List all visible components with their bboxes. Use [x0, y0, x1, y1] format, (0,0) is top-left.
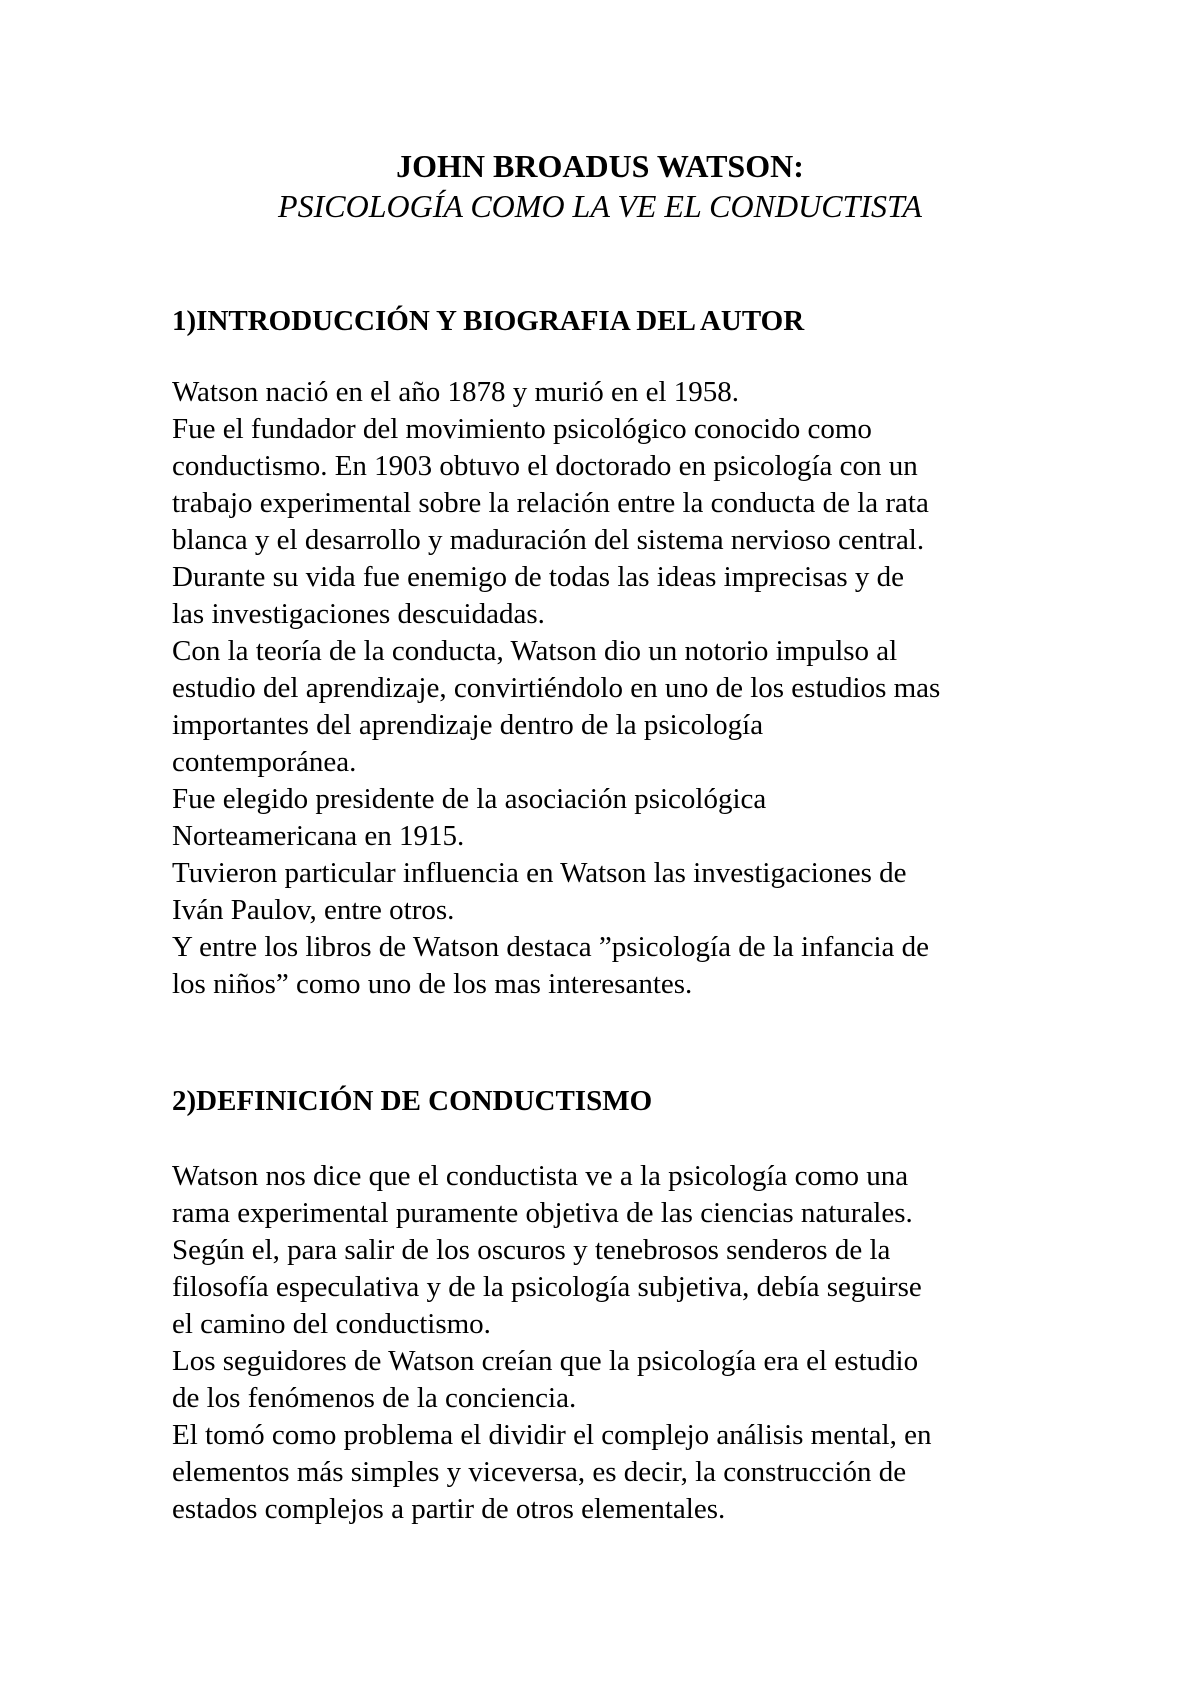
text-line: Tuvieron particular influencia en Watson las investigaciones de [172, 857, 907, 889]
text-line: las investigaciones descuidadas. [172, 598, 545, 630]
section-body-introduccion [172, 374, 1092, 1003]
text-line: Iván Paulov, entre otros. [172, 894, 455, 926]
text-line: elementos más simples y viceversa, es decir, la construcción de [172, 1456, 907, 1488]
text-line: trabajo experimental sobre la relación entre la conducta de la rata [172, 487, 929, 519]
text-line: Según el, para salir de los oscuros y tenebrosos senderos de la [172, 1234, 891, 1266]
text-line: estudio del aprendizaje, convirtiéndolo en uno de los estudios mas [172, 672, 941, 704]
text-line: blanca y el desarrollo y maduración del sistema nervioso central. [172, 524, 925, 556]
document-subtitle: PSICOLOGÍA COMO LA VE EL CONDUCTISTA [278, 188, 922, 224]
section-heading-definicion: 2)DEFINICIÓN DE CONDUCTISMO [172, 1085, 653, 1117]
text-line: Fue el fundador del movimiento psicológico conocido como [172, 413, 872, 445]
text-line: los niños” como uno de los mas interesantes. [172, 968, 693, 1000]
text-line: estados complejos a partir de otros elementales. [172, 1493, 726, 1525]
text-line: el camino del conductismo. [172, 1308, 491, 1340]
text-line: Durante su vida fue enemigo de todas las ideas imprecisas y de [172, 561, 905, 593]
text-line: contemporánea. [172, 746, 357, 778]
text-line: rama experimental puramente objetiva de las ciencias naturales. [172, 1197, 913, 1229]
title-block [0, 146, 1200, 226]
text-line: conductismo. En 1903 obtuvo el doctorado en psicología con un [172, 450, 918, 482]
text-line: de los fenómenos de la conciencia. [172, 1382, 577, 1414]
text-line: Norteamericana en 1915. [172, 820, 465, 852]
text-line: Watson nos dice que el conductista ve a la psicología como una [172, 1160, 909, 1192]
text-line: filosofía especulativa y de la psicología subjetiva, debía seguirse [172, 1271, 922, 1303]
document-title: JOHN BROADUS WATSON: [396, 148, 804, 184]
section-body-definicion [172, 1158, 1092, 1528]
text-line: importantes del aprendizaje dentro de la psicología [172, 709, 764, 741]
text-line: Con la teoría de la conducta, Watson dio un notorio impulso al [172, 635, 898, 667]
text-line: Y entre los libros de Watson destaca ”psicología de la infancia de [172, 931, 930, 963]
text-line: Los seguidores de Watson creían que la psicología era el estudio [172, 1345, 919, 1377]
text-line: El tomó como problema el dividir el complejo análisis mental, en [172, 1419, 932, 1451]
section-heading-introduccion: 1)INTRODUCCIÓN Y BIOGRAFIA DEL AUTOR [172, 305, 805, 337]
text-line: Fue elegido presidente de la asociación psicológica [172, 783, 767, 815]
text-line: Watson nació en el año 1878 y murió en el 1958. [172, 376, 740, 408]
